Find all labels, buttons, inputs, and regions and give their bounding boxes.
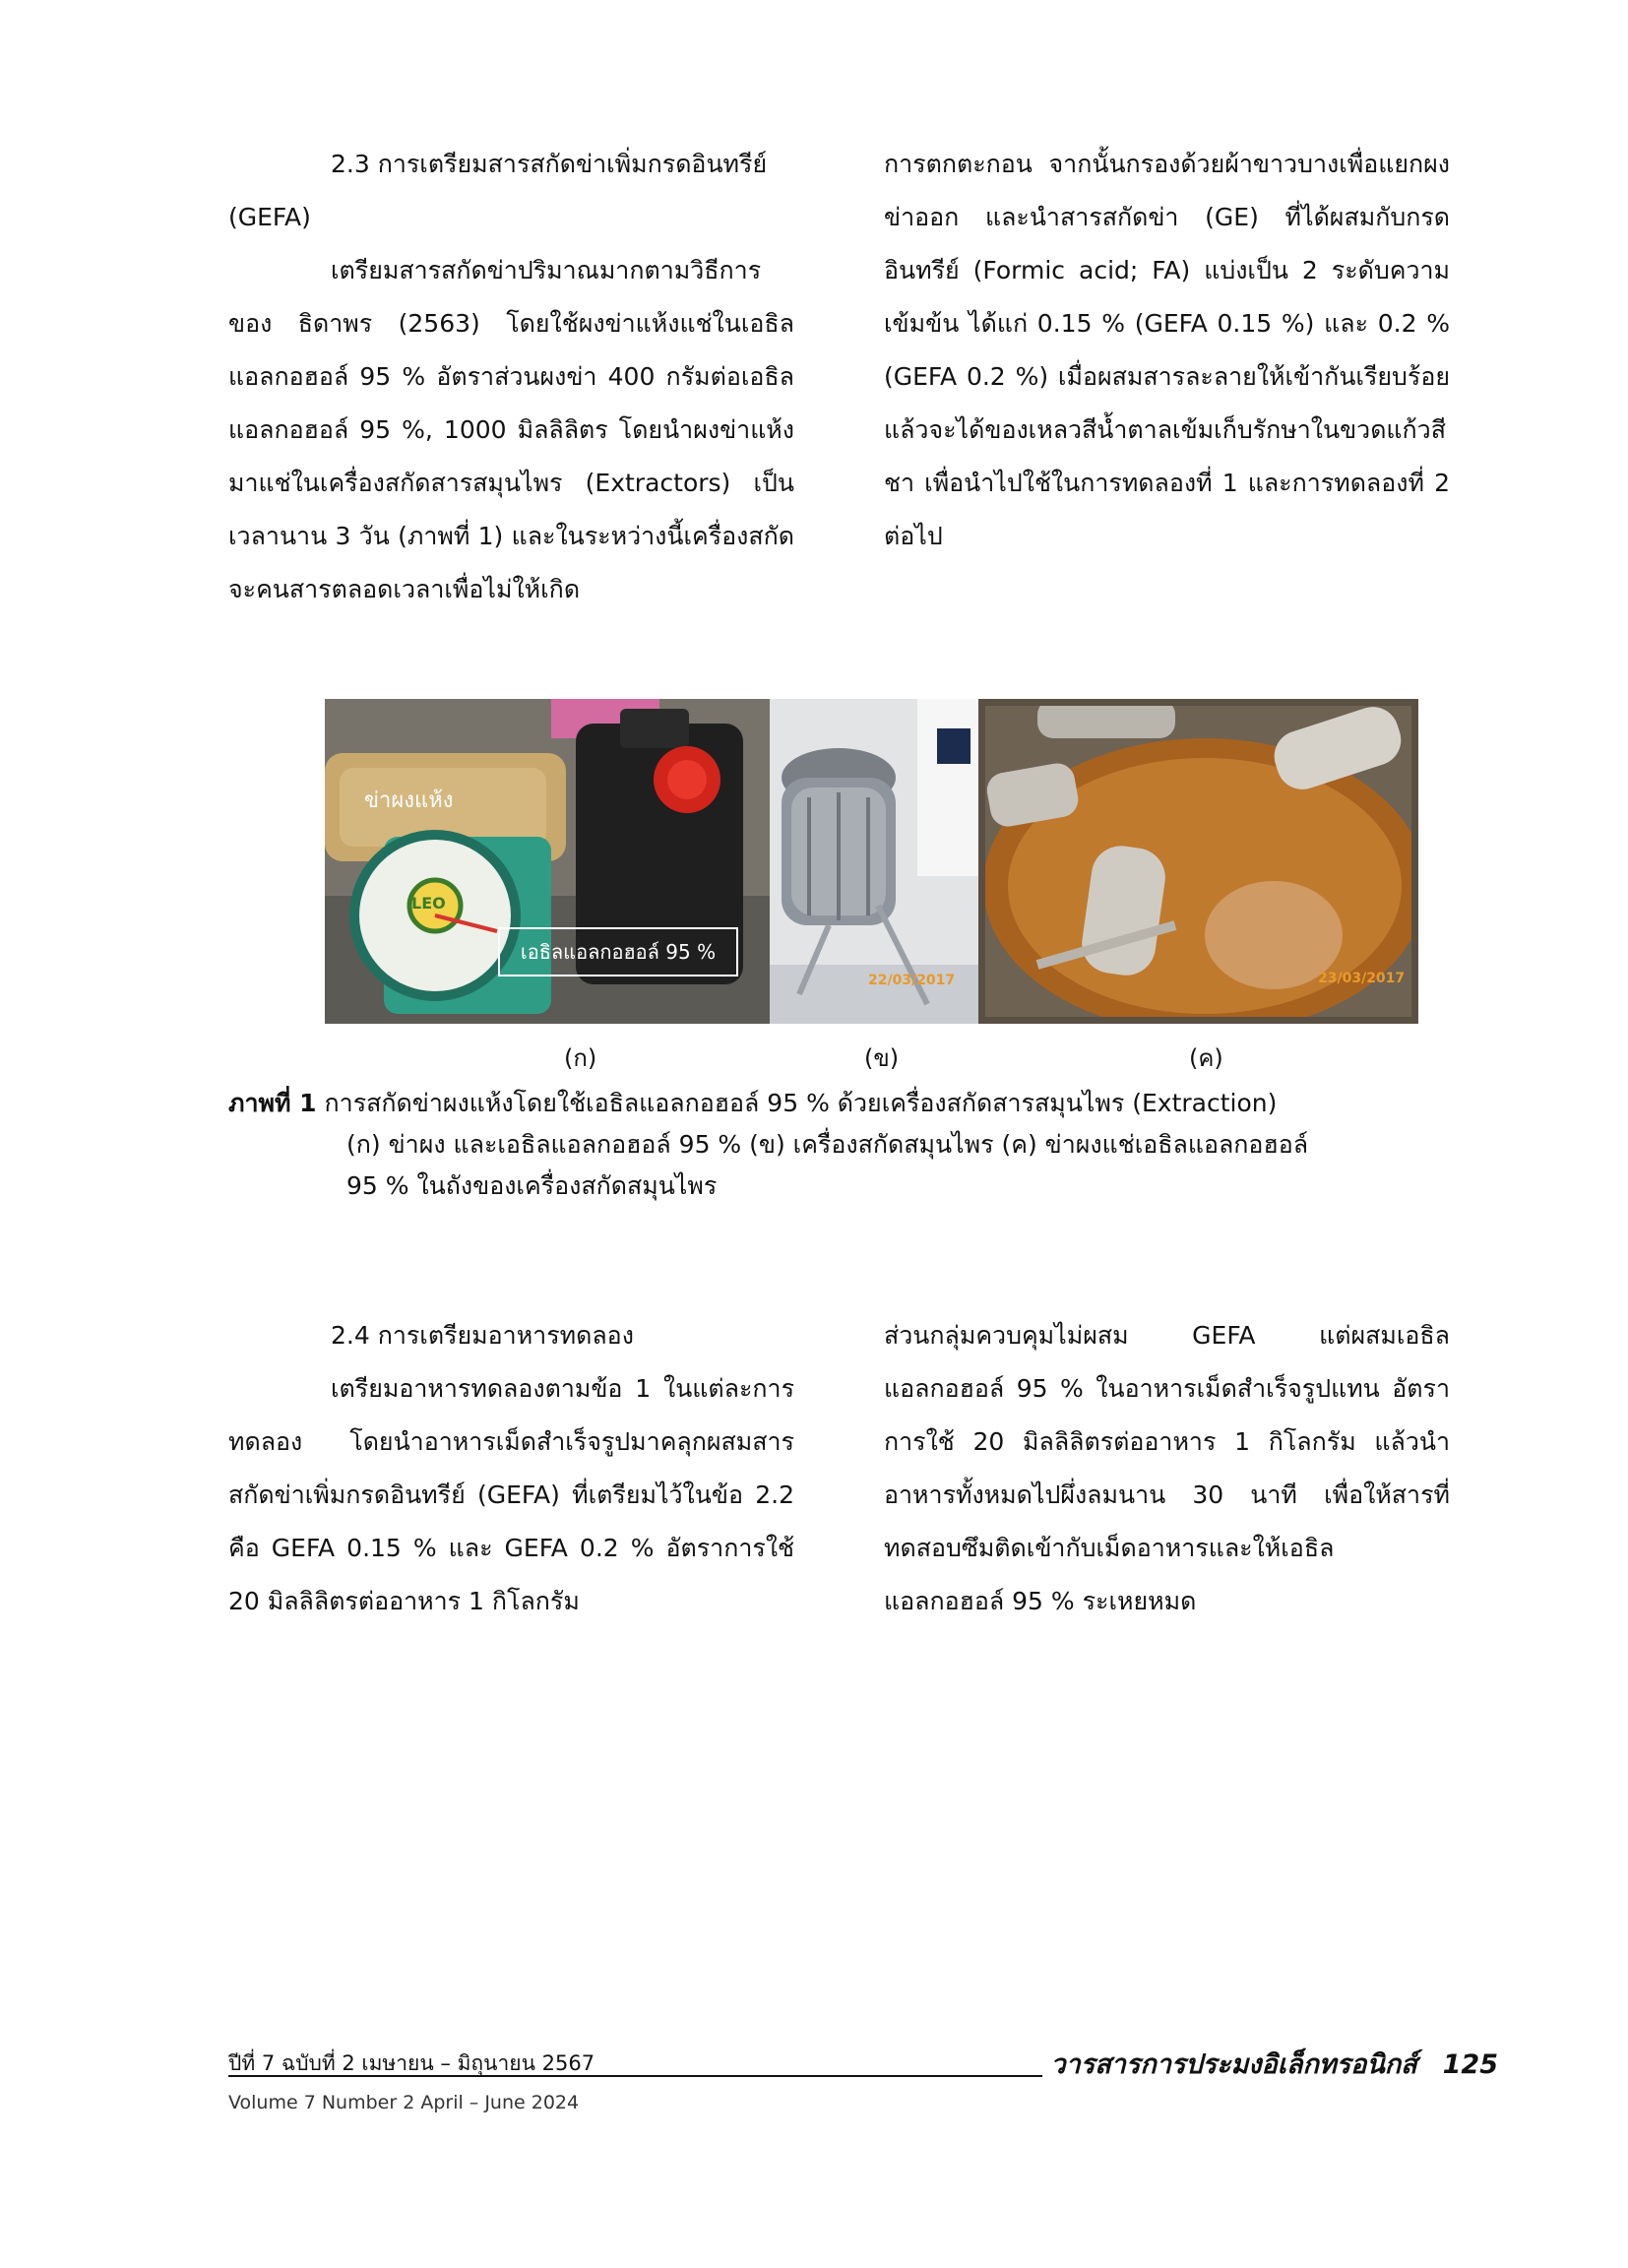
section-2-4-left-column — [228, 1309, 794, 1628]
section-2-3-right-column — [884, 138, 1450, 563]
figure-1-caption — [228, 1083, 1439, 1207]
photo-galangal-soaked-in-tank — [978, 699, 1418, 1024]
section-2-3-heading-line1: 2.3 การเตรียมสารสกัดข่าเพิ่มกรดอินทรีย์ — [331, 150, 768, 178]
section-2-4-paragraph-right: ส่วนกลุ่มควบคุมไม่ผสม GEFA แต่ผสมเอธิลแอลกอฮอล์ 95 % ในอาหารเม็ดสำเร็จรูปแทน อัตราการใช้ 20 มิลลิลิตรต่ออาหาร 1 กิโลกรัม แล้วนำอาหารทั้งหมดไปผึ่งลมนาน 30 นาที เพื่อให้สารที่ทดสอบซึมติดเข้ากับเม็ดอาหารและให้เอธิลแอลกอฮอล์ 95 % ระเหยหมด — [884, 1321, 1450, 1615]
figure-sublabel-b: (ข) — [864, 1044, 900, 1072]
footer-journal-title — [1042, 2043, 1498, 2085]
section-2-3-heading-line2: (GEFA) — [228, 203, 311, 231]
caption-line-2: (ก) ข่าผง และเอธิลแอลกอฮอล์ 95 % (ข) เครื่องสกัดสมุนไพร (ค) ข่าผงแช่เอธิลแอลกอฮอล์ — [346, 1130, 1309, 1159]
figure-1-photos — [325, 699, 1418, 1024]
footer-issue-english: Volume 7 Number 2 April – June 2024 — [228, 2092, 580, 2113]
photo-galangal-and-ethanol — [325, 699, 770, 1024]
figure-sublabel-c: (ค) — [1189, 1044, 1223, 1072]
footer-issue-thai: ปีที่ 7 ฉบับที่ 2 เมษายน – มิถุนายน 2567 — [228, 2051, 595, 2075]
scale-brand-label: LEO — [411, 894, 446, 913]
photo-herbal-extractor — [770, 699, 978, 1024]
photo-a-ethanol-label-box: เอธิลแอลกอฮอล์ 95 % — [498, 927, 738, 976]
section-2-3-paragraph-right: การตกตะกอน จากนั้นกรองด้วยผ้าขาวบางเพื่อแยกผงข่าออก และนำสารสกัดข่า (GE) ที่ได้ผสมกับกรดอินทรีย์ (Formic acid; FA) แบ่งเป็น 2 ระดับความเข้มข้น ได้แก่ 0.15 % (GEFA 0.15 %) และ 0.2 % (GEFA 0.2 %) เมื่อผสมสารละลายให้เข้ากันเรียบร้อยแล้วจะได้ของเหลวสีน้ำตาลเข้มเก็บรักษาในขวดแก้วสีชา เพื่อนำไปใช้ในการทดลองที่ 1 และการทดลองที่ 2 ต่อไป — [884, 150, 1450, 550]
section-2-3-left-column — [228, 138, 794, 616]
section-2-4-heading: 2.4 การเตรียมอาหารทดลอง — [331, 1321, 634, 1350]
photo-a-galangal-label: ข่าผงแห้ง — [364, 788, 454, 813]
caption-line-1: การสกัดข่าผงแห้งโดยใช้เอธิลแอลกอฮอล์ 95 % ด้วยเครื่องสกัดสารสมุนไพร (Extraction) — [324, 1089, 1278, 1117]
photo-c-date-stamp: 23/03/2017 — [1318, 971, 1406, 986]
section-2-4-paragraph-left: เตรียมอาหารทดลองตามข้อ 1 ในแต่ละการทดลอง โดยนำอาหารเม็ดสำเร็จรูปมาคลุกผสมสารสกัดข่าเพิ่มกรดอินทรีย์ (GEFA) ที่เตรียมไว้ในข้อ 2.2 คือ GEFA 0.15 % และ GEFA 0.2 % อัตราการใช้ 20 มิลลิลิตรต่ออาหาร 1 กิโลกรัม — [228, 1374, 794, 1615]
figure-sublabel-a: (ก) — [564, 1044, 597, 1072]
journal-name: วารสารการประมงอิเล็กทรอนิกส์ — [1050, 2049, 1417, 2080]
page-number: 125 — [1442, 2049, 1498, 2080]
caption-line-3: 95 % ในถังของเครื่องสกัดสมุนไพร — [346, 1171, 718, 1200]
photo-b-date-stamp: 22/03/2017 — [868, 973, 956, 988]
section-2-3-paragraph-left: เตรียมสารสกัดข่าปริมาณมากตามวิธีการของ ธิดาพร (2563) โดยใช้ผงข่าแห้งแช่ในเอธิลแอลกอฮอล์ 95 % อัตราส่วนผงข่า 400 กรัมต่อเอธิลแอลกอฮอล์ 95 %, 1000 มิลลิลิตร โดยนำผงข่าแห้งมาแช่ในเครื่องสกัดสารสมุนไพร (Extractors) เป็นเวลานาน 3 วัน (ภาพที่ 1) และในระหว่างนี้เครื่องสกัดจะคนสารตลอดเวลาเพื่อไม่ให้เกิด — [228, 256, 794, 603]
caption-figure-number: ภาพที่ 1 — [228, 1089, 317, 1117]
section-2-4-right-column — [884, 1309, 1450, 1628]
